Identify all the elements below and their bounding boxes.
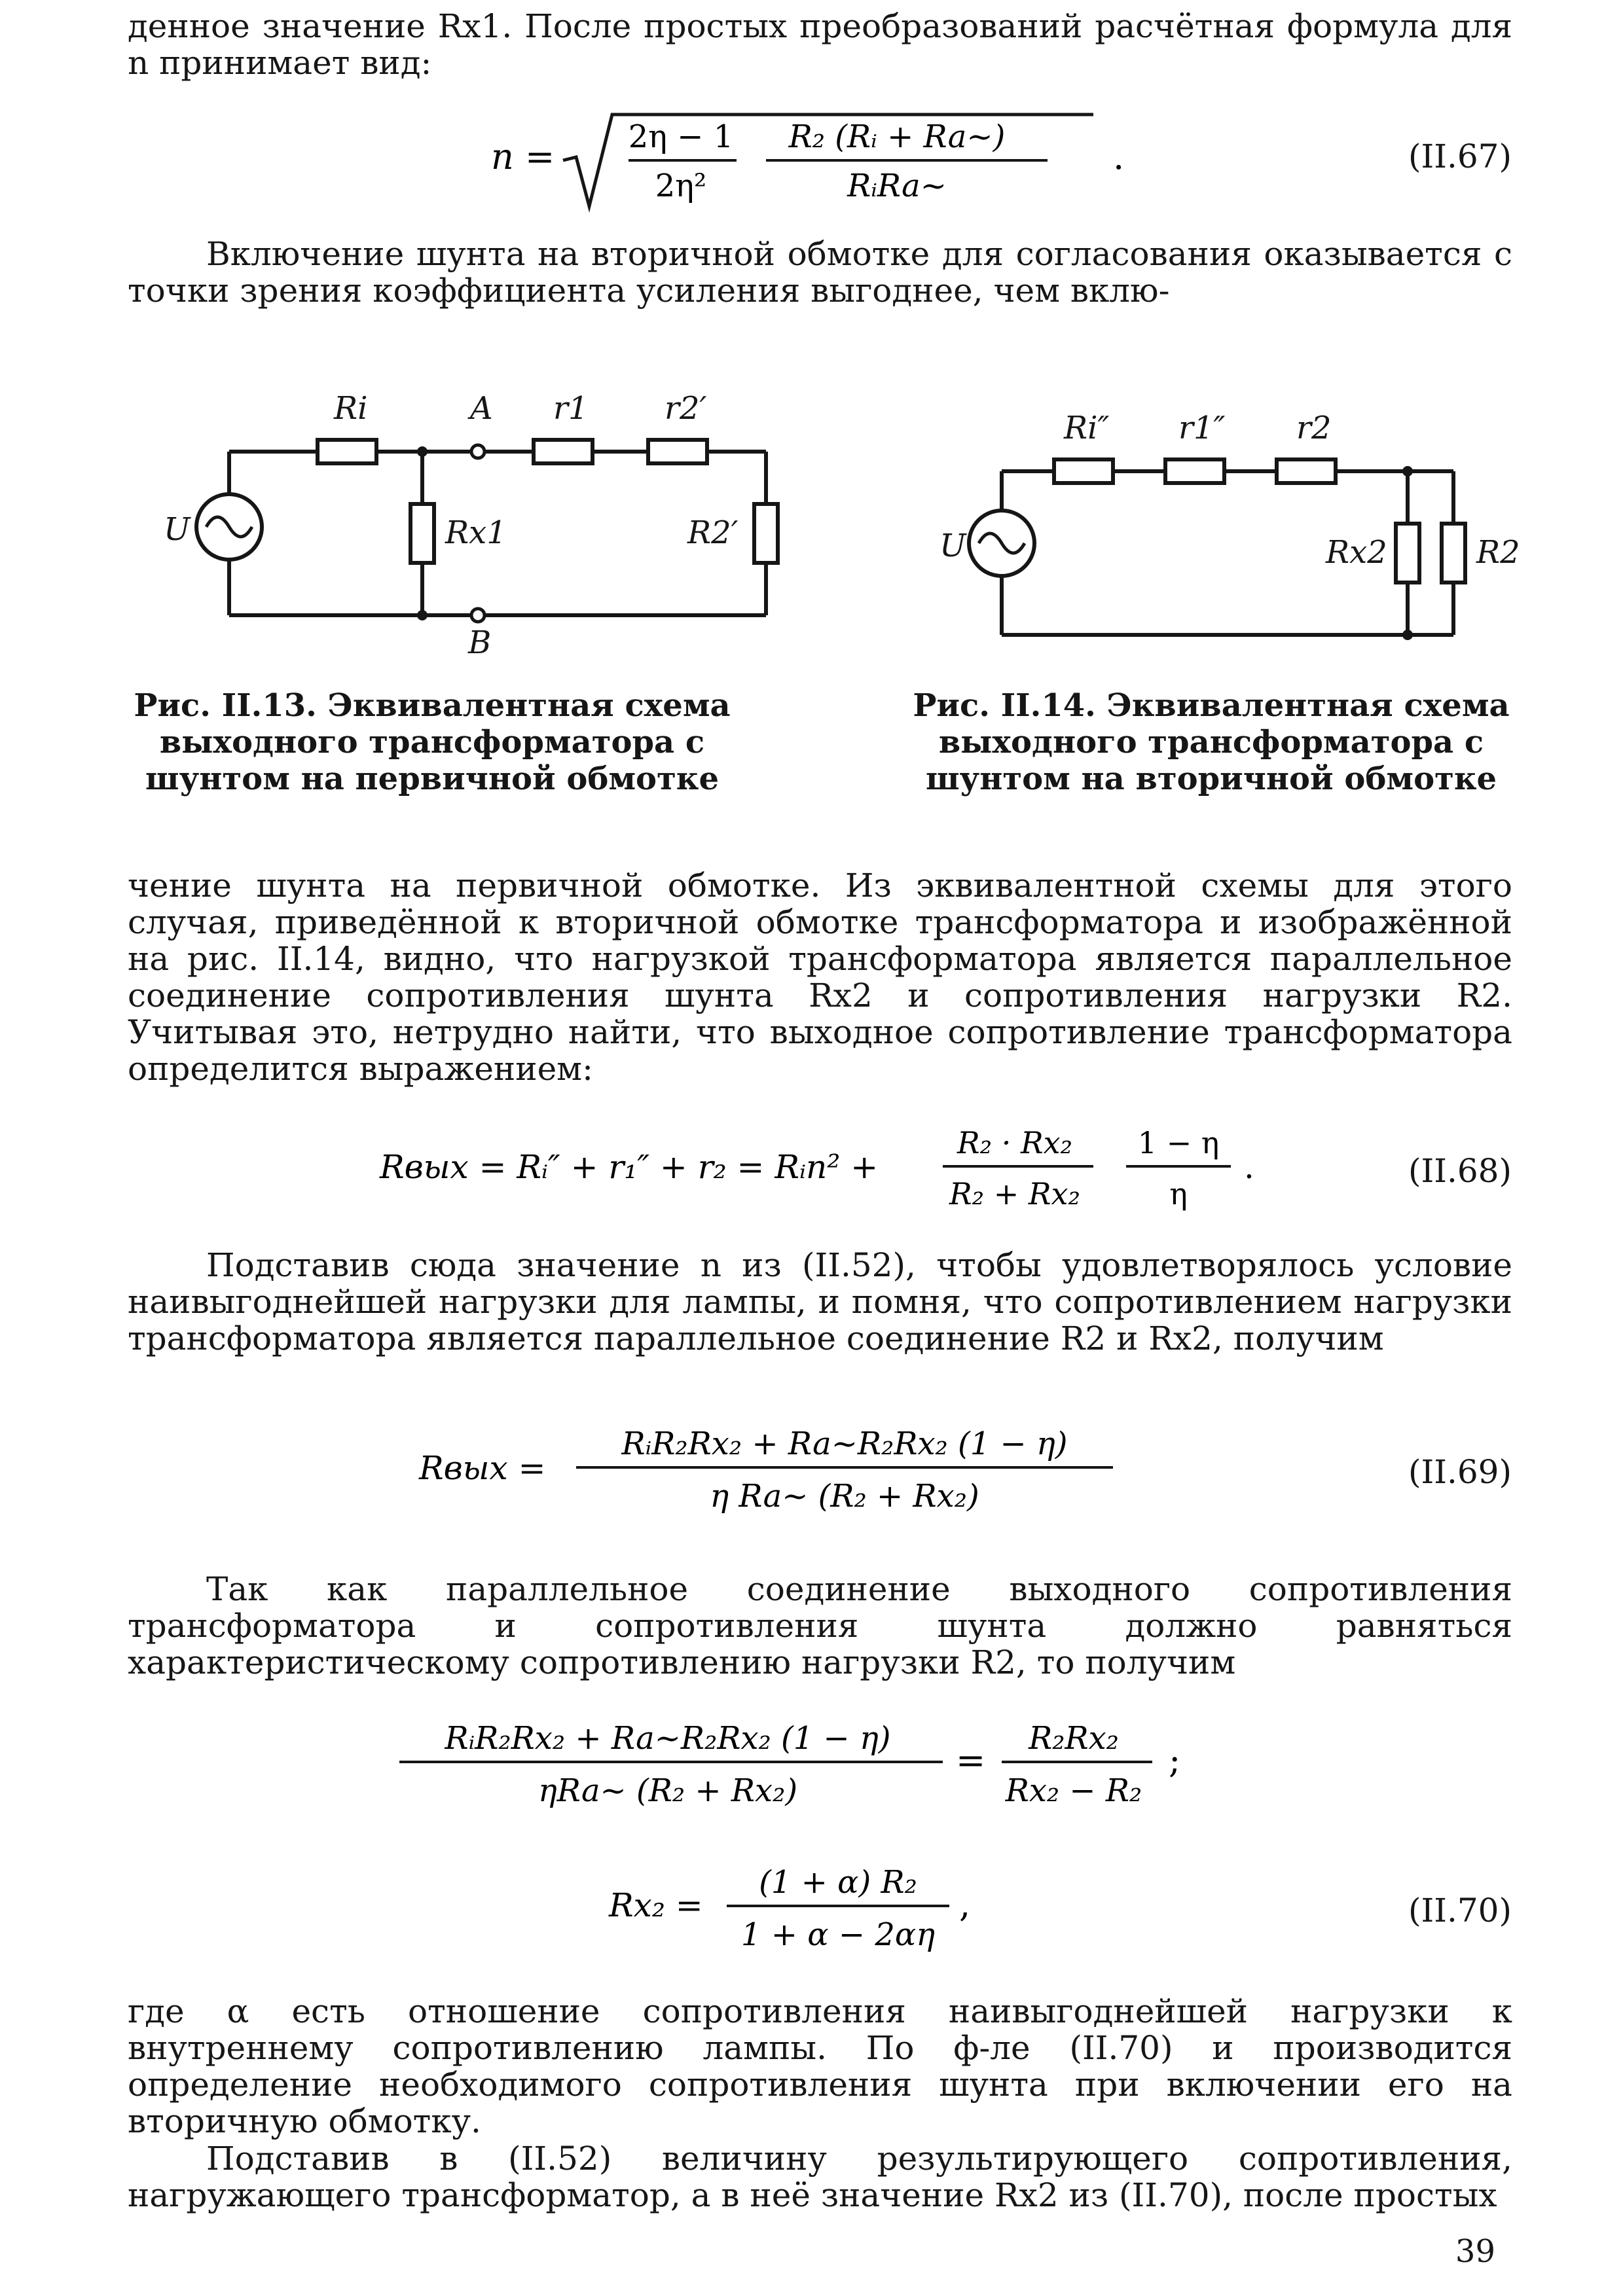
equation-II-69 <box>0 1414 1623 1532</box>
label-r2: r2 <box>1296 410 1332 446</box>
label-U: U <box>164 511 191 548</box>
label-Ri-double-prime: Ri″ <box>1064 410 1110 446</box>
eq70a-rnum: R₂Rx₂ <box>1029 1720 1119 1757</box>
label-B: B <box>468 624 492 661</box>
junction-dot <box>1402 466 1413 476</box>
eq68-lhs: Rвых = Rᵢ″ + r₁″ + r₂ = Rᵢn² + <box>380 1148 879 1186</box>
eq70a-eq: = <box>956 1740 986 1781</box>
label-r1: r1 <box>553 390 589 427</box>
eq70b-den: 1 + α − 2αη <box>740 1916 936 1953</box>
eq68-f2-num: 1 − η <box>1137 1125 1220 1160</box>
resistor-r1-double-prime <box>1165 459 1224 483</box>
eq70b-tail: , <box>959 1884 971 1925</box>
eq69-num: RᵢR₂Rx₂ + Ra~R₂Rx₂ (1 − η) <box>621 1426 1068 1462</box>
eq69-den: η Ra~ (R₂ + Rx₂) <box>710 1478 979 1515</box>
label-Ri: Ri <box>334 390 368 427</box>
resistor-Ri <box>318 440 376 463</box>
equation-II-68-svg <box>0 1113 1623 1230</box>
eq70b-lhs: Rx₂ = <box>609 1886 703 1924</box>
equation-II-70-line-2 <box>0 1846 1623 1970</box>
paragraph-2 <box>128 236 1512 309</box>
junction-dot <box>417 610 428 620</box>
paragraph-6: где α есть отношение сопротивления наивыгоднейшей нагрузки к внутреннему сопротивлению лампы. По ф-ле (II.70) и производится определение необходимого сопротивления шунта при включении его на вторичную обмотку. <box>128 1992 1512 2140</box>
label-R2: R2 <box>1476 534 1520 571</box>
resistor-R2-prime <box>754 504 778 563</box>
equation-number-II-68: (II.68) <box>1408 1152 1512 1190</box>
equation-number-II-69: (II.69) <box>1408 1453 1512 1491</box>
paragraph-1: денное значение Rx1. После простых преобразований расчётная формула для n принимает вид: <box>128 7 1512 82</box>
paragraph-7-text: Подставив в (II.52) величину результирующего сопротивления, нагружающего трансформатор, а в неё значение Rx2 из (II.70), после простых <box>128 2140 1512 2214</box>
equation-II-69-svg <box>0 1414 1623 1532</box>
label-A: A <box>470 390 493 427</box>
resistor-Rx2 <box>1396 524 1419 583</box>
eq70b-num: (1 + α) R₂ <box>759 1864 917 1901</box>
equation-number-II-70: (II.70) <box>1408 1892 1512 1929</box>
equation-II-68 <box>0 1113 1623 1230</box>
eq67-f2-den: RᵢRa~ <box>847 168 947 204</box>
resistor-R2 <box>1442 524 1465 583</box>
paragraph-4-text: Подставив сюда значение n из (II.52), чтобы удовлетворялось условие наивыгоднейшей нагрузки для лампы, и помня, что сопротивлением нагрузки трансформатора является параллельное соединение R2 и Rx2, получим <box>128 1246 1512 1357</box>
paragraph-3: чение шунта на первичной обмотке. Из эквивалентной схемы для этого случая, приведённой к вторичной обмотке трансформатора и изображённой на рис. II.14, видно, что нагрузкой трансформатора является параллельное соединение сопротивления шунта Rx2 и сопротивления нагрузки R2. Учитывая это, нетрудно найти, что выходное сопротивление трансформатора определится выражением: <box>128 867 1512 1088</box>
paragraph-4 <box>128 1247 1512 1357</box>
eq68-tail: . <box>1244 1148 1254 1186</box>
label-R2-prime: R2′ <box>687 514 739 551</box>
resistor-r1 <box>534 440 593 463</box>
equation-II-70b-svg <box>0 1846 1623 1970</box>
label-Rx2: Rx2 <box>1326 534 1387 571</box>
eq67-f2-num: R₂ (Rᵢ + Ra~) <box>788 118 1006 155</box>
resistor-Rx1 <box>410 504 434 563</box>
resistor-r2 <box>1277 459 1336 483</box>
eq68-f2-den: η <box>1169 1176 1188 1211</box>
eq68-f1-den: R₂ + Rx₂ <box>949 1176 1080 1211</box>
figure-II-13-caption: Рис. II.13. Эквивалентная схема выходного трансформатора с шунтом на первичной обмотке <box>134 687 731 797</box>
eq67-lhs: n = <box>491 136 555 177</box>
equation-II-70a-svg <box>0 1702 1623 1826</box>
equation-number-II-67: (II.67) <box>1408 137 1512 175</box>
resistor-Ri-double-prime <box>1054 459 1113 483</box>
resistor-r2-prime <box>648 440 707 463</box>
paragraph-5 <box>128 1571 1512 1681</box>
equation-II-67-svg <box>0 98 1623 242</box>
eq68-f1-num: R₂ · Rx₂ <box>957 1125 1072 1160</box>
eq69-lhs: Rвых = <box>419 1449 546 1487</box>
paragraph-5-text: Так как параллельное соединение выходного сопротивления трансформатора и сопротивления шунта должно равняться характеристическому сопротивлению нагрузки R2, то получим <box>128 1570 1512 1681</box>
eq67-f1-num: 2η − 1 <box>628 118 734 155</box>
terminal-B <box>471 609 484 622</box>
eq67-tail: . <box>1113 136 1125 177</box>
label-r2-prime: r2′ <box>665 390 707 427</box>
figure-II-14-circuit <box>903 367 1545 655</box>
eq70a-tail: ; <box>1169 1740 1181 1781</box>
label-U: U <box>939 528 966 564</box>
terminal-A <box>471 445 484 458</box>
label-Rx1: Rx1 <box>445 514 507 551</box>
figure-II-13-circuit <box>157 367 812 661</box>
eq70a-den: ηRa~ (R₂ + Rx₂) <box>538 1772 798 1809</box>
junction-dot <box>1402 630 1413 640</box>
eq70a-num: RᵢR₂Rx₂ + Ra~R₂Rx₂ (1 − η) <box>445 1720 891 1757</box>
label-r1-double-prime: r1″ <box>1178 410 1226 446</box>
eq67-f1-den: 2η² <box>655 168 707 204</box>
page-number: 39 <box>1455 2233 1495 2270</box>
junction-dot <box>417 446 428 457</box>
eq70a-rden: Rx₂ − R₂ <box>1005 1772 1142 1809</box>
paragraph-2-text: Включение шунта на вторичной обмотке для согласования оказывается с точки зрения коэффициента усиления выгоднее, чем вклю- <box>128 235 1512 310</box>
equation-II-67 <box>0 98 1623 242</box>
figure-II-14-caption: Рис. II.14. Эквивалентная схема выходного трансформатора с шунтом на вторичной обмотке <box>913 687 1510 797</box>
paragraph-7 <box>128 2140 1512 2214</box>
equation-II-70-line-1 <box>0 1702 1623 1826</box>
